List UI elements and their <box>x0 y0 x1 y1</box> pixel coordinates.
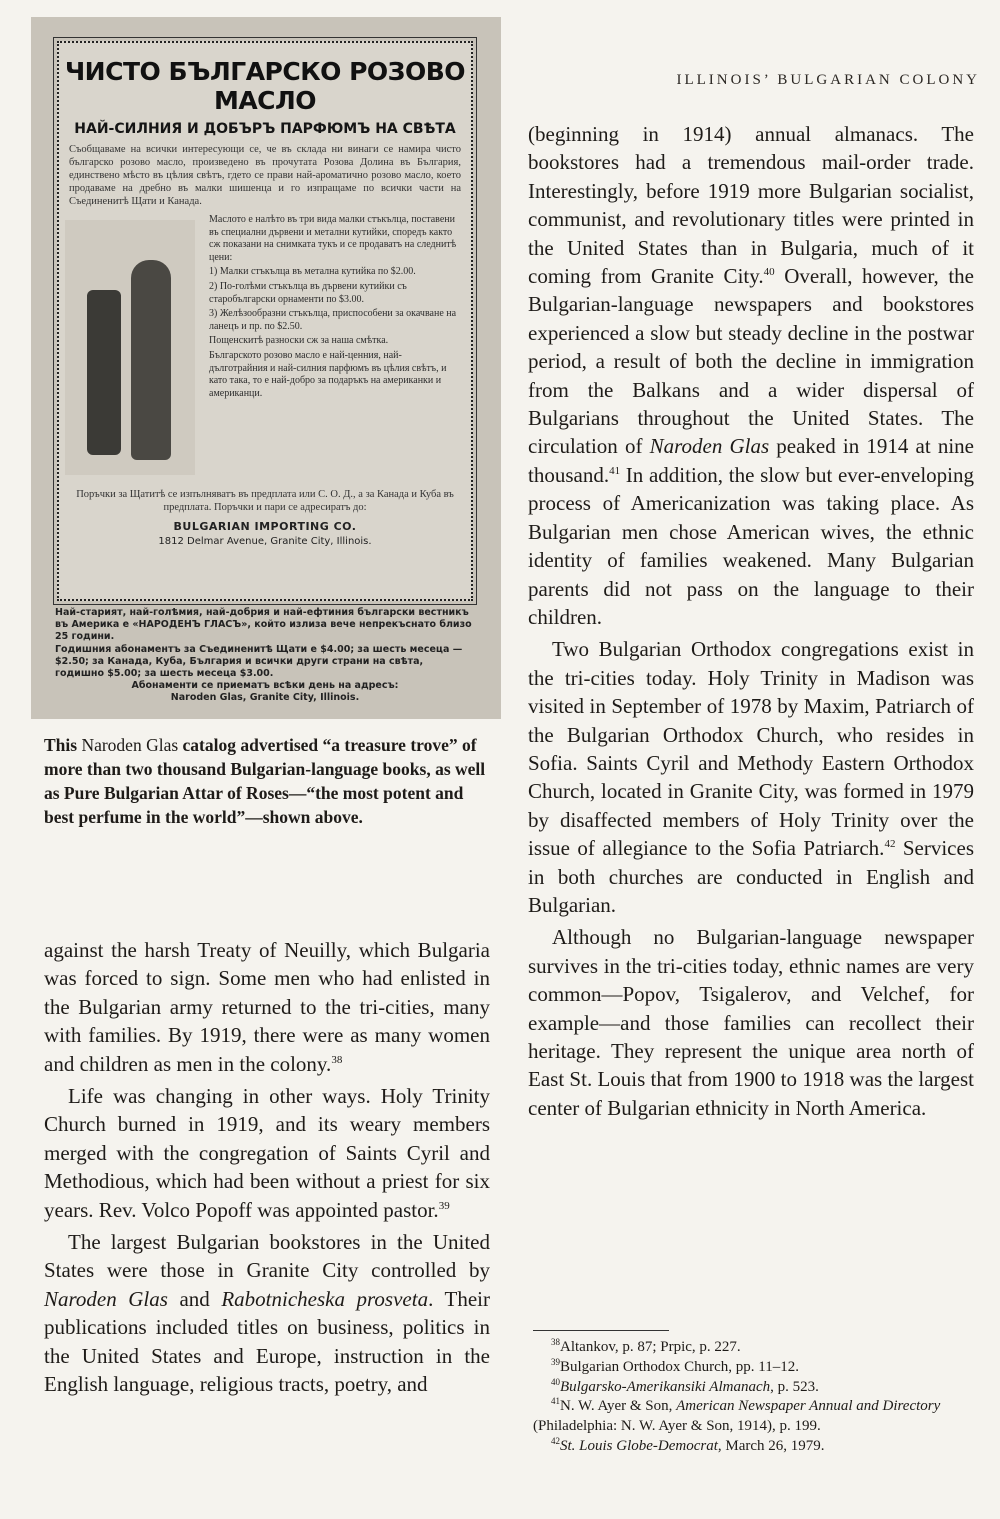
footnote-text: , p. 523. <box>770 1378 819 1395</box>
footnote-ref: 41 <box>609 464 621 477</box>
paragraph-text: The largest Bulgarian bookstores in the United States were those in Granite City controlled by <box>44 1230 490 1283</box>
footnote-text: Bulgarian Orthodox Church, pp. 11–12. <box>560 1358 799 1375</box>
paragraph <box>528 635 974 919</box>
footnote <box>533 1358 975 1378</box>
ad-body-line: Българското розово масло е най-ценния, най-дълготрайния и най-силния парфюмъ въ цѣлия свѣтъ, и като така, то е най-добро за подаръкъ на американки и американци. <box>209 349 447 399</box>
footnote-rule <box>533 1330 669 1331</box>
subscription-notice <box>55 607 475 705</box>
wooden-case-bottle <box>131 260 171 460</box>
paragraph-text: peaked in 1914 at nine thousand. <box>528 434 974 487</box>
caption-bold-text: catalog advertised “a treasure trove” of more than two thousand Bulgarian-language books, as well as Pure Bulgarian Attar of Roses—“the most potent and best perfume in the world”—shown above. <box>44 735 486 827</box>
ad-title: ЧИСТО БЪЛГАРСКО РОЗОВО МАСЛО <box>64 57 466 115</box>
footnote-title: Bulgarsko-Amerikansiki Almanach <box>560 1378 771 1395</box>
footnote-number: 42 <box>551 1435 560 1446</box>
footnote-ref: 38 <box>331 1053 343 1066</box>
paragraph-text: In addition, the slow but ever-enveloping process of Americanization was taking place. As Bulgarian men chose American wives, the ethnic identity of families weakened. Many Bulgarian parents did not pass on the language to their children. <box>528 462 974 629</box>
footnote-ref: 39 <box>438 1199 450 1212</box>
footnotes <box>533 1338 975 1457</box>
paragraph-text: Although no Bulgarian-language newspaper survives in the tri-cities today, ethnic names are very common—Popov, Tsigalerov, and Velchef, for example—and those families can recollect their heritage. They represent the unique area north of East St. Louis that from 1900 to 1918 was the largest center of Bulgarian ethnicity in North America. <box>528 925 974 1120</box>
ad-company-address: 1812 Delmar Avenue, Granite City, Illinois. <box>158 536 372 547</box>
paragraph-text: Life was changing in other ways. Holy Trinity Church burned in 1919, and its weary members merged with the congregation of Saints Cyril and Methodious, which had been without a priest for six years. Rev. Volco Popoff was appointed pastor. <box>44 1084 490 1222</box>
footnote-number: 40 <box>551 1376 560 1387</box>
footnote-text: (Philadelphia: N. W. Ayer & Son, 1914), p. 199. <box>533 1418 821 1435</box>
subscription-line: Абонаменти се приематъ всѣки день на адресъ: <box>131 680 399 692</box>
figure-caption <box>44 733 490 829</box>
footnote-ref: 42 <box>884 838 896 851</box>
paragraph-text: Services in both churches are conducted in English and Bulgarian. <box>528 836 974 917</box>
right-column <box>528 120 974 1122</box>
ad-body-line: 1) Малки стъкълца въ метална кутийка по $2.00. <box>209 266 416 278</box>
footnote-number: 38 <box>551 1337 560 1347</box>
paragraph <box>528 923 974 1122</box>
paragraph <box>44 1082 490 1224</box>
paragraph-text: (beginning in 1914) annual almanacs. The bookstores had a tremendous mail-order trade. Interestingly, before 1919 more Bulgarian socialist, communist, and revolutionary titles were printed in the United States than in Bulgaria, much of it coming from Granite City. <box>528 122 974 289</box>
footnote-ref: 40 <box>763 266 775 279</box>
ad-lower <box>59 214 471 484</box>
subscription-address: Naroden Glas, Granite City, Illinois. <box>170 692 360 704</box>
footnote <box>533 1437 975 1457</box>
footnote-text: , March 26, 1979. <box>717 1437 825 1454</box>
advertisement-figure <box>31 17 501 719</box>
caption-bold-lead: This <box>44 735 78 755</box>
footnote-text: N. W. Ayer & Son, <box>560 1398 677 1415</box>
footnote <box>533 1397 975 1437</box>
footnote <box>533 1338 975 1358</box>
footnote <box>533 1378 975 1398</box>
newspaper-title: Rabotnicheska prosveta <box>221 1286 429 1311</box>
ad-price-list <box>209 214 459 402</box>
paragraph <box>528 120 974 631</box>
ad-body-line: Маслото е налѣто въ три вида малки стъкълца, поставени въ специални дървени и метални кутийки, споредъ както сж показани на снимката тукъ и се продаватъ на следнитѣ цени: <box>209 214 457 263</box>
ad-subtitle: НАЙ-СИЛНИЯ И ДОБЪРЪ ПАРФЮМЪ НА СВѢТА <box>74 121 456 137</box>
paragraph-text: Overall, however, the Bulgarian-language newspapers and bookstores experienced a slow but steady decline in the postwar period, a result of both the decline in immigration from the Balkans and a wider dispersal of Bulgarians throughout the United States. The circulation of <box>528 264 974 459</box>
footnote-number: 39 <box>551 1356 560 1367</box>
ad-body-line: 2) По-голѣми стъкълца въ дървени кутийки съ старобългарски орнаменти по $3.00. <box>209 280 407 305</box>
left-column <box>44 936 490 1399</box>
paragraph-text: and <box>167 1286 222 1311</box>
paragraph-text: . Their publications included titles on business, politics in the United States and Europe, instruction in the English language, religious tracts, poetry, and <box>44 1286 490 1397</box>
footnote-title: St. Louis Globe-Democrat <box>560 1437 718 1454</box>
ad-intro: Съобщаваме на всички интересующи се, че въ склада ни винаги се намира чисто българско розово масло, произведено въ прочутата Розова Долина въ България, единствено мѣсто въ цѣлия свѣтъ, гдето се прави най-ароматично розово масло, което продаваме на дребно въ малки шишенца и го изпращаме по всички части на Съединенитѣ Щати и Канада. <box>69 144 461 207</box>
paragraph <box>44 1228 490 1398</box>
subscription-line: Годишния абонаментъ за Съединенитѣ Щати е $4.00; за шесть месеца — $2.50; за Канада, Куба, България и всички други страни на свѣта, годишно $5.00; за шесть месеца $3.00. <box>55 643 463 680</box>
footnote-number: 41 <box>551 1396 560 1407</box>
running-head: ILLINOIS’ BULGARIAN COLONY <box>676 72 980 88</box>
rose-oil-bottles-photo <box>65 220 195 475</box>
metal-case-bottle <box>87 290 121 455</box>
ad-body-line: 3) Желѣзообразни стъкълца, приспособени за окачване на ланецъ и пр. по $2.50. <box>209 308 457 332</box>
ad-orders: Поръчки за Щатитѣ се изпълняватъ въ предплата или С. О. Д., а за Канада и Куба въ предплата. Поръчки и пари се адресиратъ до: <box>76 489 454 513</box>
footnote-title: American Newspaper Annual and Directory <box>676 1398 941 1415</box>
ad-company: BULGARIAN IMPORTING CO. <box>173 520 357 533</box>
newspaper-title: Naroden Glas <box>44 1286 168 1311</box>
paragraph <box>44 936 490 1078</box>
caption-plain: Naroden Glas <box>77 735 183 755</box>
footnote-text: Altankov, p. 87; Prpic, p. 227. <box>560 1339 741 1355</box>
newspaper-title: Naroden Glas <box>649 434 770 459</box>
paragraph-text: Two Bulgarian Orthodox congregations exist in the tri-cities today. Holy Trinity in Madison was visited in September of 1978 by Maxim, Patriarch of the Bulgarian Orthodox Church, who resides in Sofia. Saints Cyril and Methody Eastern Orthodox Church, located in Granite City, was formed in 1979 by disaffected members of Holy Trinity over the issue of allegiance to the Sofia Patriarch. <box>528 637 974 861</box>
paragraph-text: against the harsh Treaty of Neuilly, which Bulgaria was forced to sign. Some men who had enlisted in the Bulgarian army returned to the tri-cities, many with families. By 1919, there were as many women and children as men in the colony. <box>44 938 490 1076</box>
ad-body-line: Пощенскитѣ разноски сж за наша смѣтка. <box>209 335 389 347</box>
rose-oil-advertisement <box>57 41 473 601</box>
subscription-line: Най-старият, най-голѣмия, най-добрия и най-ефтиния български вестникъ въ Америка е «НАРОДЕНЪ ГЛАСЪ», който излиза вече непрекъснато близо 25 години. <box>55 607 472 643</box>
